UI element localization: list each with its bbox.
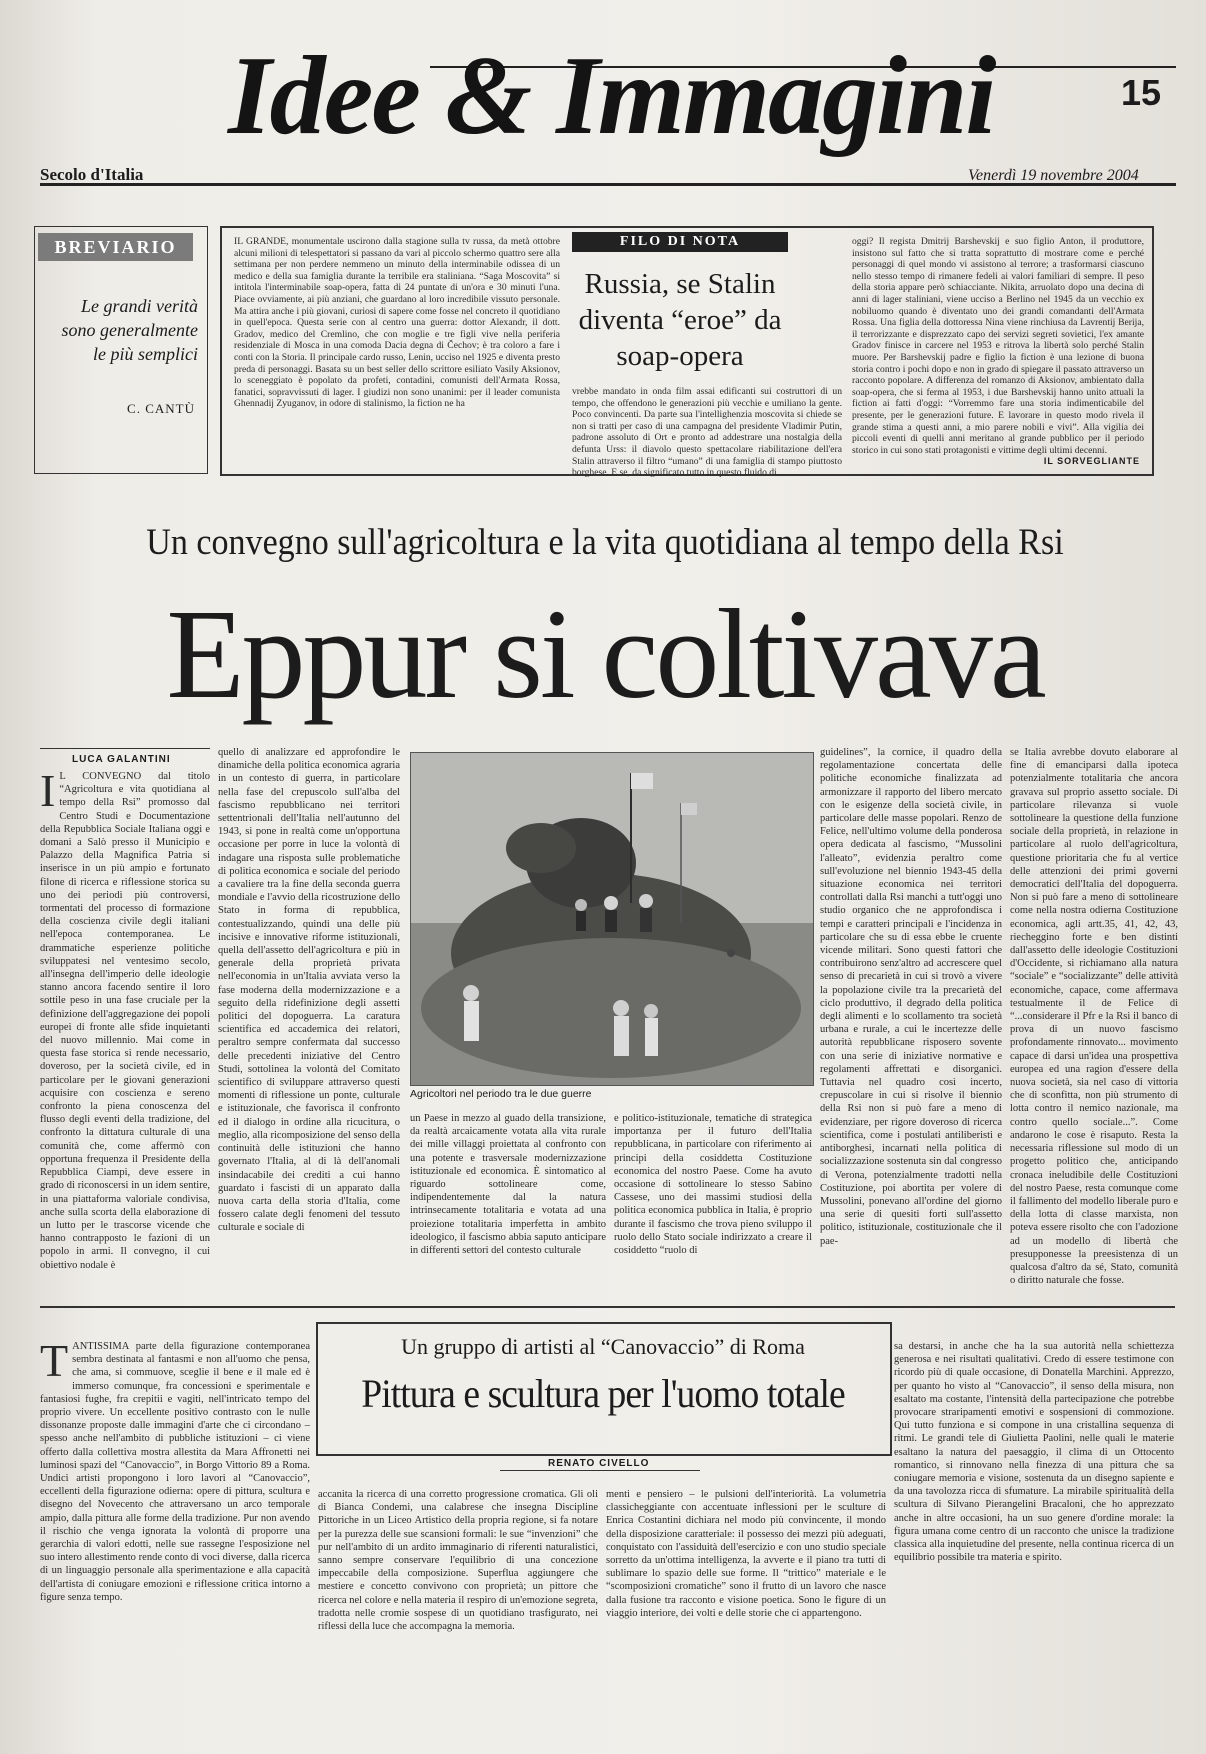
- filo-col-2: [572, 386, 842, 479]
- main-byline: LUCA GALANTINI: [72, 754, 171, 765]
- breviario-author: C. CANTÙ: [127, 401, 195, 416]
- filo-col-1-text: IL GRANDE, monumentale uscirono dalla stagione sulla tv russa, da metà ottobre alcuni milioni di telespettatori si passano da vari al piccolo schermo quattro sere alla settimana per non perdere nemmeno un minuto della interminabile odissea di un medico e della sua famiglia durante la terribile era staliniana. “Saga Moscovita” si intitola l'interminabile soap-opera, fatta di 24 puntate di un'ora e 30 minuti l'una. Piace ovviamente, ai più anziani, che guardano al loro incredibile vissuto personale. Ma attira anche i più giovani, curiosi di sapere come fosse nel concreto il quotidiano in quell'epoca. Questa serie con al centro una guerra: dottor Alexandr, il dott. Gradov, medico del Cremlino, che con moglie e tre figli vive nella periferia residenziale di Mosca in una comoda Dacia degna di Čechov; è tra coloro a fare i conti con la Storia. Il principale cardo russo, Lenin, ucciso nel 1925 e diventa presto preda di personaggi. Basata su un best seller dello scrittore esiliato Vasily Aksionov, lo sceneggiato è popolato da profeti, contadini, comunisti dell'Armata Rossa, fanatici, sopravvissuti di lager. I giudizi non sono unanimi: per il leader comunista Ghennadij Zyuganov, in odore di stalinismo, la fiction ne ha: [234, 236, 560, 410]
- second-col-2-text: accanita la ricerca di una corretto progressione cromatica. Gli oli di Bianca Condemi, una calabrese che insegna Discipline Pittoriche in un Liceo Artistico della propria regione, si fa notare per la purezza delle sue scansioni formali: le sue “invenzioni” che pur nell'ambito di un ardito immaginario di riferenti naturalistici, sanno sempre conservare l'equilibrio di una concezione impeccabile della composizione. Superflua aggiungere che mestiere e concetto convivono con proprietà; un pittore che ricerca nel colore e nella materia il respiro di un'emozione segreta, tradotta nelle cromie sospese di un quotidiano trasfigurato, nei riflessi della luce che accompagna la memoria.: [318, 1489, 598, 1633]
- main-col-1: [40, 765, 210, 1290]
- filo-signature: IL SORVEGLIANTE: [1043, 456, 1140, 466]
- second-col-3-text: menti e pensiero – le pulsioni dell'interiorità. La volumetria classicheggiante con accentuate inflessioni per le sculture di Enrica Costantini dichiara nel modo più convincente, il mondo della disposizione caratteriale: il possesso dei mezzi più adeguati, conquistato con l'assiduità dell'esercizio e con uno studio speciale sorretto da un'ottima intelligenza, la avverte e il piano tra tutti di sublimare lo spazio delle sue forme. Il “trittico” materiale e le “scomposizioni cromatiche” sono il frutto di un lavoro che nasce dalla fusione tra racconto e visione poetica. Sono le figure di un viaggio interiore, dei volti e delle storie che ci appartengono.: [606, 1489, 886, 1619]
- second-byline-rule: [500, 1470, 700, 1471]
- issue-date: Venerdì 19 novembre 2004: [968, 167, 1139, 184]
- main-col-1-text: L CONVEGNO dal titolo “Agricoltura e vita quotidiana al tempo della Rsi” promosso dal Centro Studi e Documentazione della Repubblica Sociale Italiana oggi e domani a Salò presso il Municipio e Palazzo della Magnifica Patria si inserisce in un più ampio e fortunato filone di ricerca e riflessione storica su uno dei periodi più controversi, tormentati del processo di formazione della coscienza civile degli italiani nell'epoca contemporanea. Le drammatiche esperienze politiche sviluppatesi nel ventesimo secolo, all'insegna dell'imperio delle ideologie stanno ancora facendo sentire il loro sottile peso in una fase cruciale per la definizione dell'aggregazione dei popoli europei di fronte alle sfide inquietanti del nuovo millennio. Mai come in questa fase storica si rende necessario, doveroso, per la società civile, ed in particolare per le giovani generazioni acquisire con coscienza e sereno confronto la piena conoscenza del flusso degli eventi della tradizione, del confronto la dittatura culturale di una comunità che, come affermò con opportuna frequenza il Presidente della Repubblica Ciampi, deve essere in grado di riconoscersi in un idem sentire, in una piattaforma valoriale condivisa, anche sulla scorta della elaborazione di un lutto per le trascorse vicende che hanno contrapposto le fazioni di un popolo in armi. Il convegno, il cui obiettivo nodale è: [40, 771, 210, 1271]
- main-col-4-text: guidelines”, la cornice, il quadro della regolamentazione concertata delle politiche economiche finalizzata ad armonizzare il rapporto del libero mercato con le esigenze della società civile, in particolare delle masse popolari. Renzo de Felice, nell'ultimo volume della ponderosa opera dedicata al fascismo, “Mussolini l'alleato”, evidenzia peraltro come sull'evoluzione nel biennio 1943-45 della situazione economica nei territori controllati dalla Rsi manchi a tutt'oggi uno studio organico che ne approfondisca i tempi e caratteri principali e l'incidenza in particolare che su di essa ebbe le cruente vicende militari. Sono questi fattori che contribuirono senz'altro ad accrescere quel senso di precarietà in cui si trovò a vivere la popolazione civile tra la precarietà del ciclo produttivo, il degrado della politica degli alimenti e lo scollamento tra società urbana e rurale, a cui le incertezze delle autorità repubblicane risposero sovente con una serie di iniziative normative e regolamenti affrettati e disorganici. Tuttavia nel quadro così incerto, crepuscolare in cui si risolve il biennio della Rsi non si può fare a meno di evidenziare, per rigore doveroso di ricerca scientifica, come i postulati antiliberisti e antiborghesi, incarnati nella politica di socializzazione sostenuta sin dal congresso di Verona, potenzialmente tradotti nella Costituzione, poi abortita per volere di Mussolini, ponevano all'ordine del giorno una serie di quesiti forti sull'assetto politico, istituzionale, costituzionale che il pae-: [820, 747, 1002, 1247]
- page-number: 15: [1120, 72, 1161, 113]
- second-dropcap: T: [40, 1335, 69, 1386]
- second-col-1-text: ANTISSIMA parte della figurazione contemporanea sembra destinata al fantasmi e non all'uomo che pensa, che ama, si commuove, sceglie il bene e il male ed è immerso comunque, fra concessioni e sperimentale e fantasiosi fughe, fra crepitii e vagiti, nell'intricato tempo del proprio vivere. Un eccellente positivo contrasto con le nulle dissonanze proposte dalle immagini d'arte che ci circondano – spesso anche nell'ambito di pubbliche istituzioni – ci viene offerto dalla collettiva mostra allestita da Mara Affronetti nei luminosi spazi del “Canovaccio”, in Borgo Vittorio 89 a Roma. Undici artisti propongono i loro lavori al “Canovaccio”, eccellenti della figurazione odierna: opere di pittura, scultura e disegno del Novecento che attraversano un arco temporale ampio, dalla pittura alle forme della tradizione. Pur non avendo il rischio che venga ignorata la volontà di proporre una gerarchia di valori edotti, nelle sue rassegne l'esposizione nel suo intero allestimento rende conto di voci diverse, dalla ricerca di un linguaggio personale alla sperimentazione e alla capacità dell'artista di coniugare emozioni e riflessione critica intorno a figure senza tempo.: [40, 1341, 310, 1603]
- filo-col-1: [234, 236, 560, 466]
- second-article-rule: [40, 1306, 1175, 1308]
- main-col-3a-text: un Paese in mezzo al guado della transizione, da realtà arcaicamente votata alla vita rurale dei mille villaggi proiettata al confronto con una potente e trasversale modernizzazione istituzionale ed economica. È sintomatico al riguardo sottolineare come, indipendentemente dal la natura intrinsecamente totalitaria e votata ad una proiezione totalitaria imperfetta in ambito ideologico, il fascismo abbia saputo anticipare in differenti settori del contesto culturale: [410, 1113, 606, 1257]
- main-photo: [410, 752, 814, 1086]
- main-col-5-text: se Italia avrebbe dovuto elaborare al fine di emanciparsi dalla ipoteca potenzialmente totalitaria che ancora gravava sul proprio assetto sociale. Di particolare rilevanza si vuole sottolineare la questione della funzione sociale della proprietà, in relazione in particolare al ruolo dell'agricoltura, questione prioritaria che fu al vertice delle attenzioni dei primi governi democratici dell'Italia del dopoguerra. Non si può fare a meno di sottolineare come nella nostra odierna Costituzione economica, agli artt.35, 41, 42, 43, riecheggino forte e ben distinti dall'assetto delle ideologie Costituzioni d'Occidente, si richiamano alla natura “sociale” e “socializzante” delle attività economiche, capace, come affermava testualmente il de Felice di “...considerare il Pfr e la Rsi il banco di prova di un nuovo fascismo profondamente rinnovato... movimento capace di darsi un'idea una prospettiva europea ed una ragion d'essere della nuova società, sia nel caso di vittoria che di sconfitta, non più strumento di lotta contro il nemico nazionale, ma contro quello sociale...”. Come andarono le cose è risaputo. Resta la necessaria riflessione sul modo di un progetto politico che, anticipando cronaca ineludibile delle Costituzioni del nostro Paese, resta comunque come il fallimento del modello liberale puro e della lotta di classe marxista, non poteva essere risolto che con l'adozione ad un modello di libertà che presupponesse la preesistenza di un qualcosa d'altro da sé, Stato, comunità o diritto naturale che fosse.: [1010, 747, 1178, 1287]
- main-dropcap: I: [40, 765, 56, 816]
- main-col-3a: [410, 1112, 606, 1292]
- main-col-2-text: quello di analizzare ed approfondire le dinamiche della politica economica agraria in un contesto di guerra, in particolare nella fase del crepuscolo sull'alba del fascismo repubblicano nei territori settentrionali dell'Italia nell'autunno del 1943, si pone in realtà come un'opportuna occasione per porre in luce la volontà di indagare una risposta sulle problematiche di politica economica e sociale del periodo a cavaliere tra la fine della seconda guerra mondiale e l'avvio della ricostruzione dello Stato in forma di repubblica, contestualizzando, quindi una delle più incisive e innovative riforme istituzionali, quella dell'assetto dell'agricoltura e più in generale della proprietà privata nell'economia in un'Italia avviata verso la fase moderna della modernizzazione e a seguito della ridefinizione degli assetti politici del dopoguerra. La caratura scientifica ed accademica dei relatori, peraltro sempre confermata dal successo delle precedenti iniziative del Centro Studi, sottolinea la volontà del Comitato scientifico di sviluppare attraverso questi momenti di riflessione un ponte, culturale e istituzionale, che favorisca il confronto ed il dialogo in ordine alla ricucitura, o meglio, alla ricomposizione del senso della continuità delle istituzioni che hanno governato l'Italia, al di là dell'anomali insindacabile dei crediti a cui hanno guardato i fascisti di un apparato dalla nuova carta della storia d'Italia, come fossero calate degli fenomeni del tessuto culturale e sociale di: [218, 747, 400, 1234]
- section-title: Idee & Immagini: [228, 34, 995, 158]
- filo-di-nota-label: FILO DI NOTA: [572, 232, 788, 252]
- filo-col-3-text: oggi? Il regista Dmitrij Barshevskij e suo figlio Anton, il produttore, insistono sul fatto che si tratta soprattutto di mostrare come e perché personaggi di quel mondo vi assistono al terrore; a trasformarsi ciascuno nello stesso tempo di rimanere fedeli ai valori familiari di sempre. Il peso della storia appare però schiacciante. Nikita, arruolato dopo una decina di anni di lager staliniani, viene ucciso a Berlino nel 1945 da un vecchio ex nobiluomo quando è diventato uno dei grandi comandanti dell'Armata Rossa. Una figlia della dottoressa Nina viene rinchiusa da Lavrentij Berija, il terrorizzante e disprezzato capo dei servizi segreti sovietici, l'ex amante Gradov finisce in carcere nel 1953 e ritrova la libertà solo perché Stalin muore. Per Barshevskij padre e figlio la fiction è una lezione di buona storia contro i pochi dopo e non in grado di spiegare il passato attraverso un racconto popolare. A differenza del romanzo di Aksionov, ambientato dalla soap-opera, che si ferma al 1953, i due Barshevskij hanno unito attuali la fiction ai fatti d'oggi: “Vorremmo fare una storia indimenticabile del presente, per le generazioni future. E lavorare in questo modo rivela il grande stima a questi anni, a mio parere nobili e vivi”. Alla vigilia dei piccoli eventi di quelli anni meritano al grande pubblico per il periodo storico in cui sono stati protagonisti e vittime degli ultimi decenni.: [852, 236, 1144, 456]
- main-col-5: [1010, 746, 1178, 1292]
- breviario-quote: Le grandi verità sono generalmente le più semplici: [61, 296, 198, 364]
- second-headline: Pittura e scultura per l'uomo totale: [361, 1371, 845, 1416]
- filo-col-2-text: vrebbe mandato in onda film assai edificanti sui costruttori di un tempo, che offendono le generazioni più vecchie e umiliano la gente. Poco convincenti. Da parte sua l'intellighenzia moscovita si chiede se non si tratti per caso di una campagna del presidente Vladimir Putin, padrone assoluto di Ort e pronto ad addestrare una nostalgia della defunta Urss: il diavolo questo spettacolare riabilitazione dell'era Stalin attraverso il filtro “umano” di una famiglia di stampo piuttosto borghese. E se, da significato tutto in questo fluido di: [572, 386, 842, 479]
- second-col-4: [894, 1340, 1174, 1740]
- main-col-4: [820, 746, 1002, 1292]
- main-headline: Eppur si coltivava: [166, 583, 1044, 725]
- filo-di-nota-headline: Russia, se Stalin diventa “eroe” da soap-opera: [578, 268, 782, 372]
- second-col-4-text: sa destarsi, in anche che ha la sua autorità nella schiettezza generosa e nei risultati qualitativi. Credo di essere testimone con ricordo più di quale occasione, di Donatella Marchini. Apprezzo, per quanto ho visto al “Canovaccio”, il senso della misura, non esaltato ma costante, l'intensità della partecipazione che potrebbe provocare straripamenti emotivi e sospensioni di commozione. Qui tutto funziona e si compone in una cristallina sequenza di ritmi. Le grandi tele di Giulietta Paolini, nelle quali le materie esaltano la natura del paesaggio, il clima di un Ottocento romantico, si rinnovano nella finezza di una pittura che sa coniugare memoria e visione, sostenuta da un disegno sapiente e da una tavolozza ricca di sfumature. La mirabile spiritualità della scultura di Silvano Pierangelini Bracaloni, che ho apprezzato anche in altre occasioni, ha un suo genere d'ordine morale: la figura umana come centro di un racconto che unisce la tradizione classica alla inquietudine del presente, nella continua ricerca di un equilibrio possibile tra materia e spirito.: [894, 1341, 1174, 1564]
- main-col-3b-text: e politico-istituzionale, tematiche di strategica importanza per il futuro dell'Italia repubblicana, in particolare con riferimento ai principi della cosiddetta Costituzione economica del nostro Paese. Come ha avuto occasione di sottolineare lo stesso Sabino Cassese, uno dei massimi studiosi della politica economica pubblica in Italia, è proprio durante il fascismo che trova pieno sviluppo il ruolo dello Stato sociale indirizzato a creare il cosiddetto “ruolo di: [614, 1113, 812, 1257]
- second-col-1: [40, 1335, 310, 1740]
- second-col-3: [606, 1488, 886, 1740]
- paper-name: Secolo d'Italia: [40, 165, 144, 184]
- breviario-label: BREVIARIO: [38, 233, 193, 261]
- second-col-2: [318, 1488, 598, 1740]
- main-col-3b: [614, 1112, 812, 1292]
- second-byline: RENATO CIVELLO: [548, 1458, 650, 1469]
- second-kicker: Un gruppo di artisti al “Canovaccio” di Roma: [401, 1334, 805, 1359]
- farmers-photo-illustration: [411, 753, 813, 1085]
- byline-rule: [40, 748, 210, 749]
- photo-caption: Agricoltori nel periodo tra le due guerre: [410, 1088, 592, 1100]
- filo-col-3: [852, 236, 1144, 456]
- main-kicker: Un convegno sull'agricoltura e la vita quotidiana al tempo della Rsi: [146, 522, 1064, 563]
- main-col-2: [218, 746, 400, 1292]
